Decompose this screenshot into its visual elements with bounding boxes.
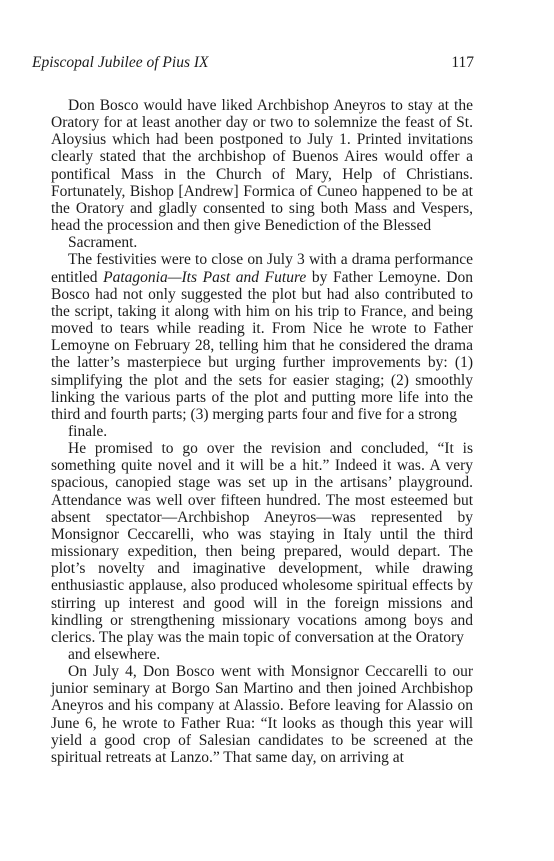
paragraph-3 [51, 440, 473, 663]
body-text [51, 97, 473, 766]
paragraph-3-last-line: and elsewhere. [68, 646, 161, 663]
drama-title: Patagonia—Its Past and Future [103, 268, 307, 286]
paragraph-4 [51, 663, 473, 766]
paragraph-2-text-b: by Father Lemoyne. Don Bosco had not only suggested the plot but had also contributed to the script, taking it along with him on his trip to France, and being moved to tears while reading it. From Nice he wrote to Father Lemoyne on February 28, telling him that he considered the drama the latter’s masterpiece but urging further improvements by: (1) simplifying the plot and the sets for easier staging; (2) smoothly linking the various parts of the plot and putting more life into the third and fourth parts; (3) merging parts four and five for a strong [51, 268, 474, 423]
paragraph-3-text: He promised to go over the revision and concluded, “It is something quite novel and it will be a hit.” Indeed it was. A very spacious, canopied stage was set up in the artisans’ playground. Attendance was well over fifteen hundred. The most esteemed but absent spectator—Archbishop Aneyros—was represented by Monsignor Ceccarelli, who was staying in Italy until the third missionary expedition, then being prepared, would depart. The plot’s novelty and imaginative development, while drawing enthusiastic applause, also produced wholesome spiritual effects by stirring up interest and good will in the foreign missions and kindling or strengthening missionary vocations among boys and clerics. The play was the main topic of conversation at the Oratory [51, 440, 473, 646]
running-title: Episcopal Jubilee of Pius IX [32, 54, 209, 71]
page-number: 117 [451, 54, 474, 71]
running-head [32, 53, 474, 73]
paragraph-2 [51, 251, 473, 440]
paragraph-1-last-line: Sacrament. [68, 234, 138, 252]
paragraph-1-text: Don Bosco would have liked Archbishop Aneyros to stay at the Oratory for at least another day or two to solemnize the feast of St. Aloysius which had been postponed to July 1. Printed invitations clearly stated that the archbishop of Buenos Aires would offer a pontifical Mass in the Church of Mary, Help of Christians. Fortunately, Bishop [Andrew] Formica of Cuneo happened to be at the Oratory and gladly consented to sing both Mass and Vespers, head the procession and then give Benediction of the Blessed [51, 97, 473, 235]
paragraph-4-text: On July 4, Don Bosco went with Monsignor Ceccarelli to our junior seminary at Borgo San Martino and then joined Archbishop Aneyros and his company at Alassio. Before leaving for Alassio on June 6, he wrote to Father Rua: “It looks as though this year will yield a good crop of Salesian candidates to be screened at the spiritual retreats at Lanzo.” That same day, on arriving at [51, 663, 473, 766]
paragraph-2-last-line: finale. [68, 422, 108, 440]
paragraph-2-text-a: The festivities were to close on July 3 with a drama performance entitled [51, 251, 473, 286]
paragraph-1 [51, 97, 473, 251]
